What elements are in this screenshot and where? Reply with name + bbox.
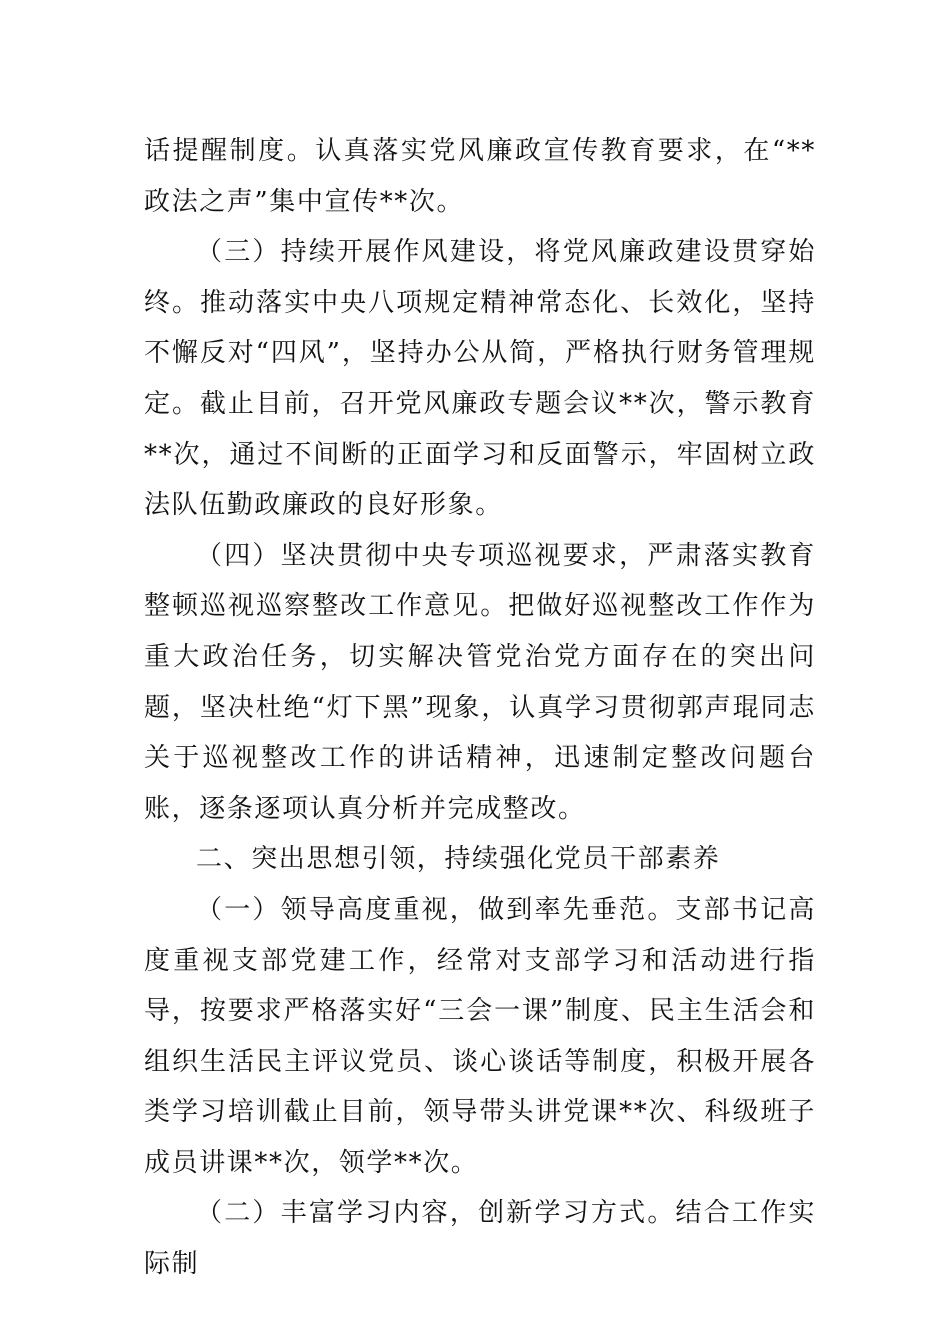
paragraph-section-4: （四）坚决贯彻中央专项巡视要求，严肃落实教育整顿巡视巡察整改工作意见。把做好巡视整改工作作为重大政治任务，切实解决管党治党方面存在的突出问题，坚决杜绝“灯下黑”现象，认真学习贯彻郭声琨同志关于巡视整改工作的讲话精神，迅速制定整改问题台账，逐条逐项认真分析并完成整改。 [144, 540, 816, 824]
paragraph-section-3: （三）持续开展作风建设，将党风廉政建设贯穿始终。推动落实中央八项规定精神常态化、长效化，坚持不懈反对“四风”，坚持办公从简，严格执行财务管理规定。截止目前，召开党风廉政专题会议**次，警示教育**次，通过不间断的正面学习和反面警示，牢固树立政法队伍勤政廉政的良好形象。 [144, 237, 816, 521]
document-body [144, 126, 816, 1290]
paragraph-continued: 话提醒制度。认真落实党风廉政宣传教育要求，在“**政法之声”集中宣传**次。 [144, 136, 816, 217]
paragraph-subsection-2: （二）丰富学习内容，创新学习方式。结合工作实际制 [144, 1198, 816, 1280]
paragraph-subsection-1: （一）领导高度重视，做到率先垂范。支部书记高度重视支部党建工作，经常对支部学习和活动进行指导，按要求严格落实好“三会一课”制度、民主生活会和组织生活民主评议党员、谈心谈话等制度，积极开展各类学习培训截止目前，领导带头讲党课**次、科级班子成员讲课**次，领学**次。 [144, 894, 816, 1178]
section-heading-2: 二、突出思想引领，持续强化党员干部素养 [196, 844, 721, 875]
